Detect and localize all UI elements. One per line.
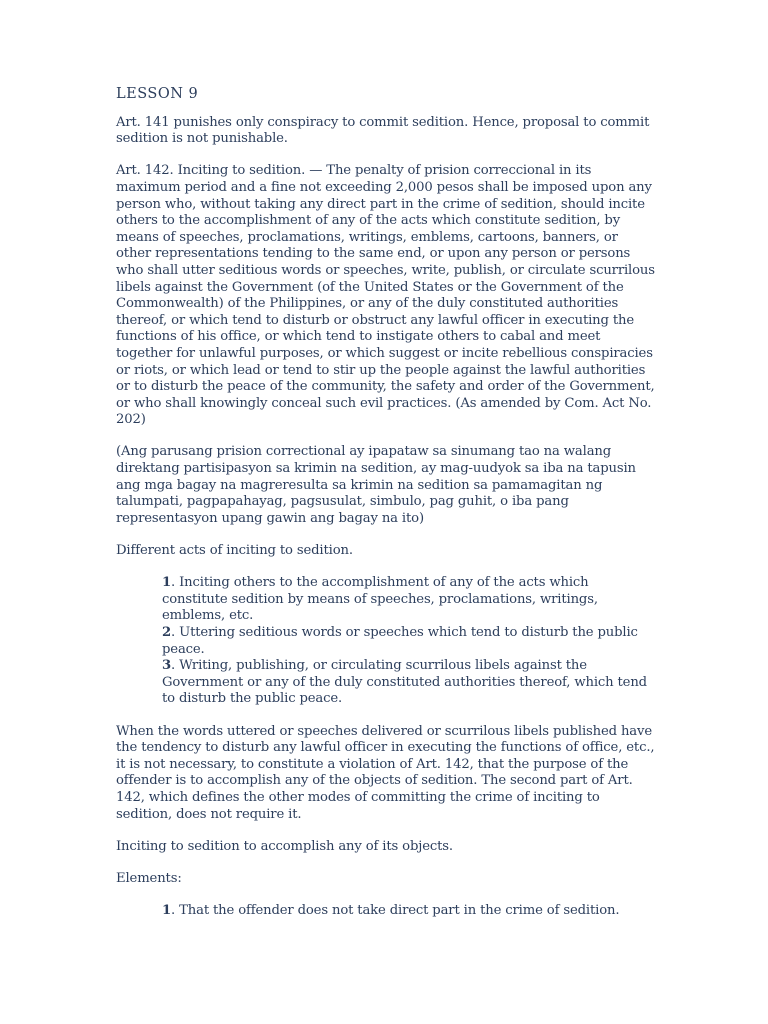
acts-list bbox=[116, 575, 656, 708]
list-item bbox=[162, 903, 656, 920]
paragraph-words-uttered: When the words uttered or speeches delivered or scurrilous libels published have the tendency to disturb any lawful officer in executing the functions of office, etc., it is not necessary, to constitute a violation of Art. 142, that the purpose of the offender is to accomplish any of the objects of sedition. The second part of Art. 142, which defines the other modes of committing the crime of inciting to sedition, does not require it. bbox=[116, 723, 655, 822]
paragraph-elements-label: Elements: bbox=[116, 870, 182, 886]
elements-list bbox=[116, 903, 656, 920]
paragraph-art-142: Art. 142. Inciting to sedition. — The penalty of prision correccional in its maximum period and a fine not exceeding 2,000 pesos shall be imposed upon any person who, without taking any direct part in the crime of sedition, should incite others to the accomplishment of any of the acts which constitute sedition, by means of speeches, proclamations, writings, emblems, cartoons, banners, or other representations tending to the same end, or upon any person or persons who shall utter seditious words or speeches, write, publish, or circulate scurrilous libels against the Government (of the United States or the Government of the Commonwealth) of the Philippines, or any of the duly constituted authorities thereof, or which tend to disturb or obstruct any lawful officer in executing the functions of his office, or which tend to instigate others to cabal and meet together for unlawful purposes, or which suggest or incite rebellious conspiracies or riots, or which lead or tend to stir up the people against the lawful authorities or to disturb the peace of the community, the safety and order of the Government, or who shall knowingly conceal such evil practices. (As amended by Com. Act No. 202) bbox=[116, 163, 655, 428]
list-item-text: . Uttering seditious words or speeches which tend to disturb the public peace. bbox=[162, 625, 638, 657]
list-item-number: 1 bbox=[162, 575, 172, 591]
list-item-text: . Inciting others to the accomplishment of any of the acts which constitute sedition by means of speeches, proclamations, writings, emblems, etc. bbox=[162, 575, 598, 624]
document-page bbox=[116, 86, 656, 935]
list-item-number: 1 bbox=[162, 903, 172, 919]
list-item-text: . That the offender does not take direct part in the crime of sedition. bbox=[171, 903, 620, 919]
list-item bbox=[162, 625, 656, 658]
paragraph-art-141: Art. 141 punishes only conspiracy to commit sedition. Hence, proposal to commit sedition is not punishable. bbox=[116, 114, 650, 147]
lesson-heading: LESSON 9 bbox=[116, 86, 199, 102]
list-item-text: . Writing, publishing, or circulating scurrilous libels against the Government or any of the duly constituted authorities thereof, which tend to disturb the public peace. bbox=[162, 658, 647, 707]
list-item bbox=[162, 658, 656, 708]
list-item-number: 3 bbox=[162, 658, 172, 674]
paragraph-inciting-objects: Inciting to sedition to accomplish any of its objects. bbox=[116, 838, 453, 854]
list-item bbox=[162, 575, 656, 625]
list-item-number: 2 bbox=[162, 625, 172, 640]
paragraph-tagalog-translation: (Ang parusang prision correctional ay ipapataw sa sinumang tao na walang direktang partisipasyon sa krimin na sedition, ay mag-uudyok sa iba na tapusin ang mga bagay na magreresulta sa krimin na sedition sa pamamagitan ng talumpati, pagpapahayag, pagsusulat, simbulo, pag guhit, o iba pang representasyon upang gawin ang bagay na ito) bbox=[116, 444, 636, 526]
paragraph-different-acts: Different acts of inciting to sedition. bbox=[116, 543, 353, 559]
